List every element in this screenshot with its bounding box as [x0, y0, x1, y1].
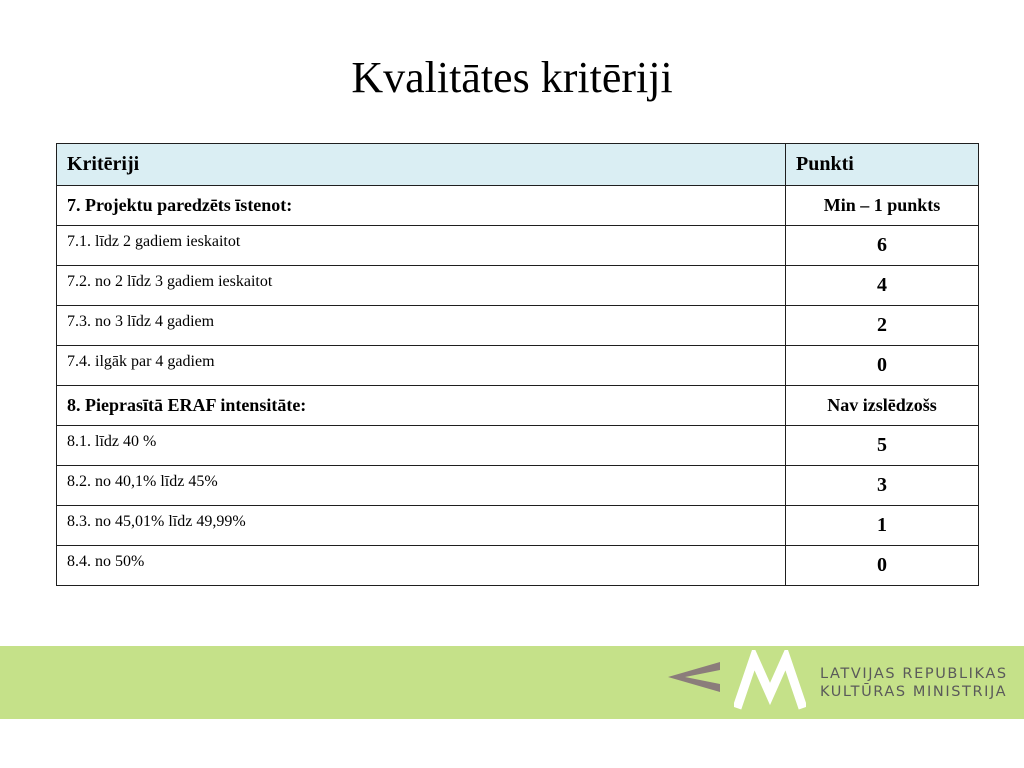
- row-points: 0: [786, 346, 979, 386]
- logo-line-1: LATVIJAS REPUBLIKAS: [820, 666, 1008, 682]
- table-row: [57, 426, 979, 466]
- table-row: [57, 266, 979, 306]
- table-row: [57, 386, 979, 426]
- header-criteria: Kritēriji: [57, 144, 786, 186]
- row-label: 8.1. līdz 40 %: [57, 426, 786, 466]
- row-label: 8. Pieprasītā ERAF intensitāte:: [57, 386, 786, 426]
- row-points: 1: [786, 506, 979, 546]
- table-row: [57, 346, 979, 386]
- table-header-row: [57, 144, 979, 186]
- header-points: Punkti: [786, 144, 979, 186]
- row-points: 6: [786, 226, 979, 266]
- row-label: 7.4. ilgāk par 4 gadiem: [57, 346, 786, 386]
- footer-band: [0, 646, 1024, 719]
- row-points: Nav izslēdzošs: [786, 386, 979, 426]
- table-row: [57, 186, 979, 226]
- row-label: 8.2. no 40,1% līdz 45%: [57, 466, 786, 506]
- table-row: [57, 226, 979, 266]
- ministry-logo-text: [820, 665, 1008, 701]
- table-row: [57, 506, 979, 546]
- row-label: 7.1. līdz 2 gadiem ieskaitot: [57, 226, 786, 266]
- criteria-table: [56, 143, 979, 586]
- row-label: 7. Projektu paredzēts īstenot:: [57, 186, 786, 226]
- slide-title: Kvalitātes kritēriji: [351, 53, 673, 102]
- table-row: [57, 466, 979, 506]
- row-points: 5: [786, 426, 979, 466]
- row-label: 8.3. no 45,01% līdz 49,99%: [57, 506, 786, 546]
- ministry-logo-arrow-icon: [668, 660, 720, 694]
- table-row: [57, 306, 979, 346]
- row-label: 8.4. no 50%: [57, 546, 786, 586]
- logo-line-2: KULTŪRAS MINISTRIJA: [820, 684, 1008, 700]
- row-label: 7.3. no 3 līdz 4 gadiem: [57, 306, 786, 346]
- row-points: 2: [786, 306, 979, 346]
- ministry-logo-m-icon: [734, 650, 806, 714]
- row-points: 0: [786, 546, 979, 586]
- row-points: Min – 1 punkts: [786, 186, 979, 226]
- row-points: 3: [786, 466, 979, 506]
- row-label: 7.2. no 2 līdz 3 gadiem ieskaitot: [57, 266, 786, 306]
- row-points: 4: [786, 266, 979, 306]
- table-row: [57, 546, 979, 586]
